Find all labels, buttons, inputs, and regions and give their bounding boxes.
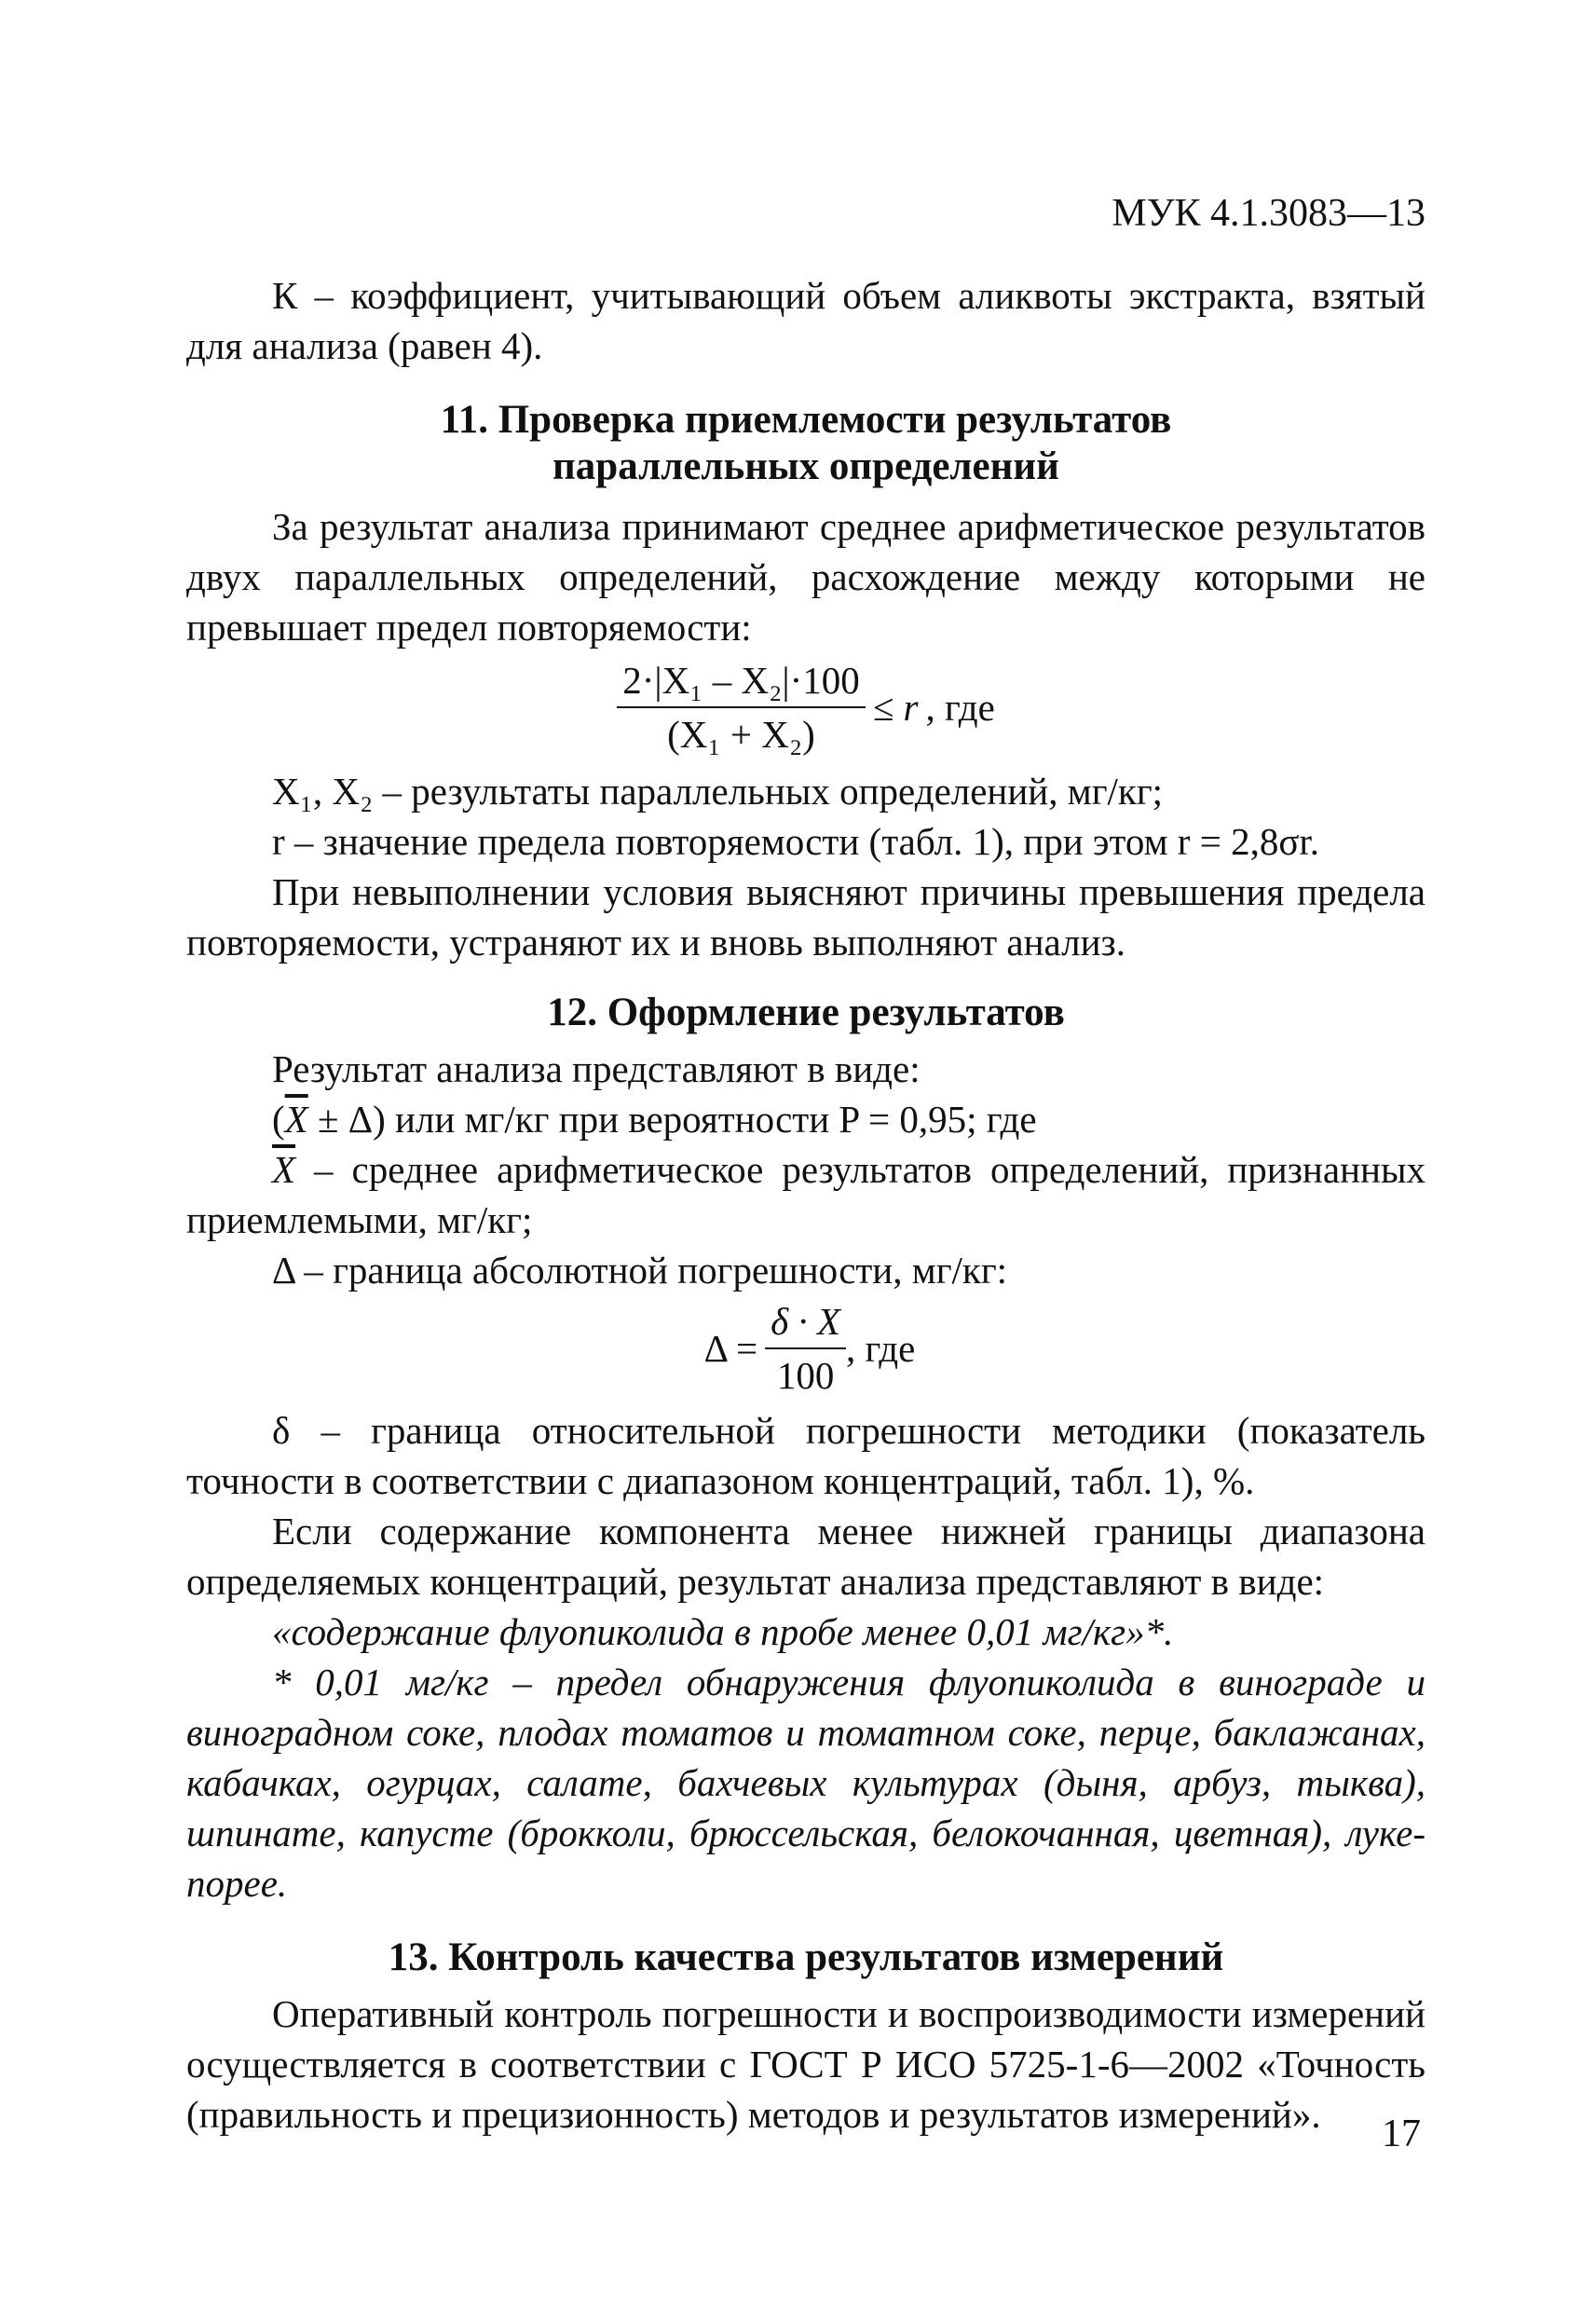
x-bar-symbol: $\overline{X}$ — [284, 1098, 308, 1141]
document-code-header: МУК 4.1.3083—13 — [1112, 192, 1425, 235]
repeatability-formula — [186, 658, 1425, 757]
x1-x2-definition: X₁, X₂ – результаты параллельных определений, мг/кг; — [272, 770, 1164, 813]
absolute-error-numerator: δ · X — [765, 1299, 846, 1349]
result-form-expression: $(\overline{X} \pm \Delta)$ или мг/кг при вероятности P = 0,95; где — [272, 1098, 1037, 1141]
low-concentration-quote: «содержание флуопиколида в пробе менее 0,01 мг/кг»*. — [272, 1610, 1174, 1653]
section-11-title-line1: 11. Проверка приемлемости результатов — [440, 398, 1172, 442]
relative-error-definition: δ – граница относительной погрешности методики (показатель точности в соответствии с диапазоном концентраций, табл. 1), %. — [186, 1409, 1425, 1502]
result-form-intro: Результат анализа представляют в виде: — [272, 1047, 921, 1090]
absolute-error-lhs: Δ = — [703, 1327, 758, 1370]
absolute-error-formula — [186, 1299, 1425, 1398]
absolute-error-tail: , где — [846, 1327, 916, 1370]
delta-definition: Δ – граница абсолютной погрешности, мг/кг: — [272, 1249, 1008, 1292]
section-11-intro: За результат анализа принимают среднее арифметическое результатов двух параллельных определений, расхождение между которыми не превышает предел повторяемости: — [186, 505, 1425, 649]
detection-limit-footnote: * 0,01 мг/кг – предел обнаружения флуопиколида в винограде и виноградном соке, плодах томатов и томатном соке, перце, баклажанах, кабачках, огурцах, салате, бахчевых культурах (дыня, арбуз, тыква), шпинате, капусте (брокколи, брюссельская, белокочанная, цветная), луке-порее. — [186, 1661, 1425, 1905]
repeatability-relation: ≤ r — [872, 686, 919, 729]
absolute-error-fraction — [765, 1299, 846, 1398]
non-compliance-text: При невыполнении условия выясняют причины превышения предела повторяемости, устраняют их и вновь выполняют анализ. — [186, 870, 1425, 964]
section-11-title-line2: параллельных определений — [552, 444, 1059, 488]
k-coefficient-definition: К – коэффициент, учитывающий объем аликвоты экстракта, взятый для анализа (равен 4). — [186, 274, 1425, 367]
r-definition: r – значение предела повторяемости (табл. 1), при этом r = 2,8σr. — [272, 820, 1320, 863]
low-concentration-text: Если содержание компонента менее нижней границы диапазона определяемых концентраций, результат анализа представляют в виде: — [186, 1510, 1425, 1603]
repeatability-fraction — [617, 658, 866, 757]
result-form-rest: ± Δ) или мг/кг при вероятности P = 0,95; где — [307, 1098, 1037, 1141]
x-bar-definition — [186, 1144, 1425, 1245]
section-13-text: Оперативный контроль погрешности и воспроизводимости измерений осуществляется в соответствии с ГОСТ Р ИСО 5725-1-6—2002 «Точность (правильность и прецизионность) методов и результатов измерений». — [186, 1992, 1425, 2136]
repeatability-tail: , где — [925, 686, 995, 729]
page-number: 17 — [1382, 2113, 1421, 2155]
section-12-title: 12. Оформление результатов — [547, 991, 1065, 1034]
repeatability-numerator: 2·|X₁ – X₂|·100 — [617, 658, 866, 708]
repeatability-denominator: (X₁ + X₂) — [667, 713, 815, 756]
section-13-title: 13. Контроль качества результатов измерений — [388, 1935, 1224, 1979]
x-bar-def-text: – среднее арифметическое результатов определений, признанных приемлемыми, мг/кг; — [186, 1148, 1425, 1241]
x-bar-def-symbol: $\overline{X}$ — [272, 1148, 296, 1191]
absolute-error-denominator: 100 — [776, 1354, 835, 1397]
page-content — [186, 186, 1425, 2140]
